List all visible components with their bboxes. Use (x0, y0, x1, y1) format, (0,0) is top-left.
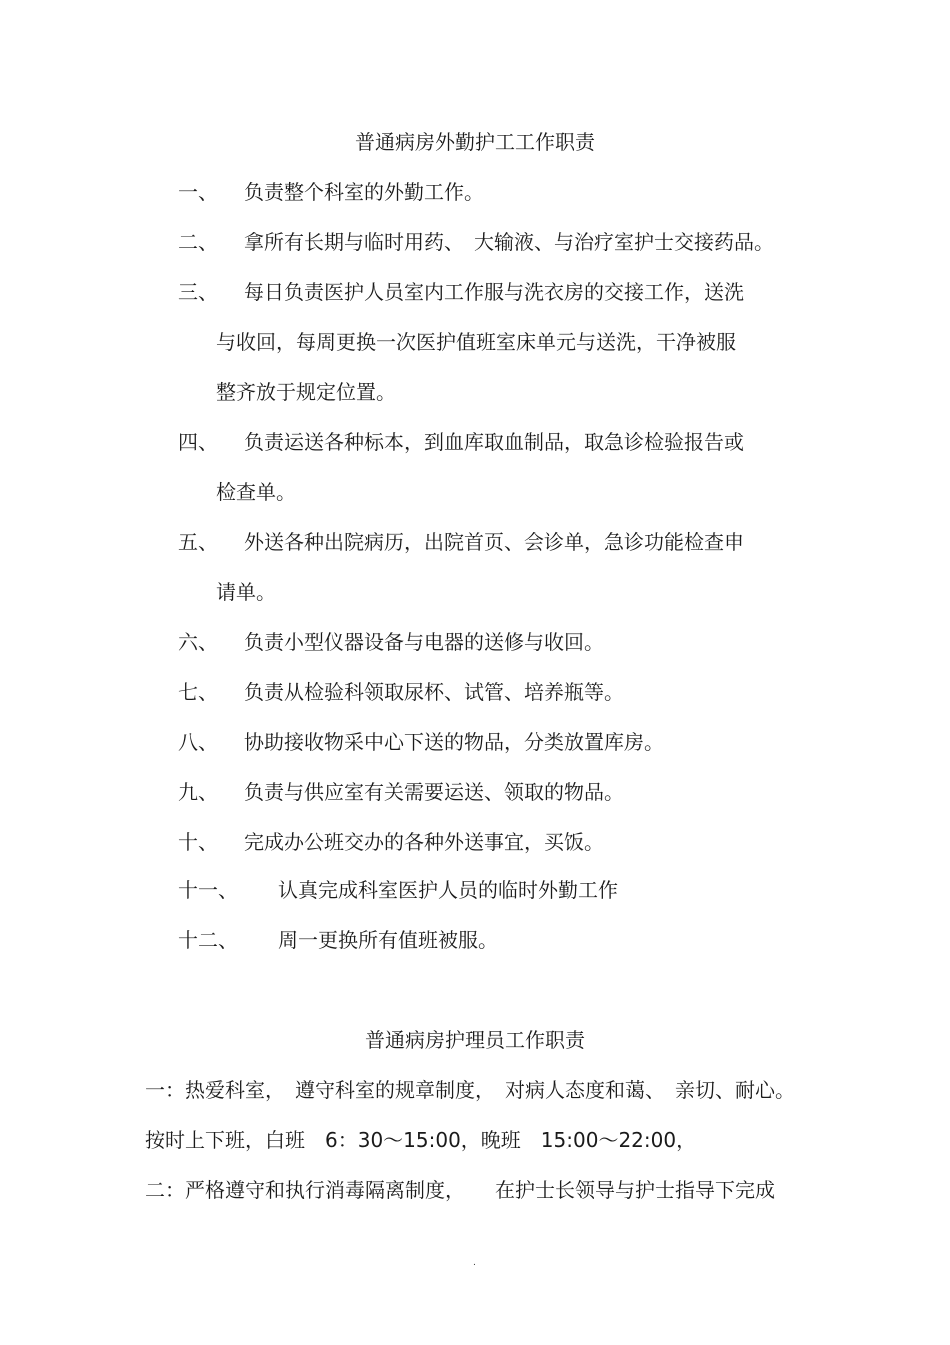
item-number: 二、 (178, 230, 218, 254)
item-text-continued: 与收回，每周更换一次医护值班室床单元与送洗，干净被服 (216, 330, 736, 354)
item-number: 十二、 (178, 928, 238, 952)
item-text: 负责整个科室的外勤工作。 (244, 180, 484, 204)
item-text: 负责运送各种标本，到血库取血制品，取急诊检验报告或 (244, 430, 744, 454)
item-number: 一、 (178, 180, 218, 204)
item-text: 外送各种出院病历，出院首页、会诊单，急诊功能检查申 (244, 530, 744, 554)
item-number: 七、 (178, 680, 218, 704)
paragraph-line: 一：热爱科室， 遵守科室的规章制度， 对病人态度和蔼、 亲切、耐心。 (145, 1078, 795, 1102)
item-text: 完成办公班交办的各种外送事宜，买饭。 (244, 830, 604, 854)
item-text: 拿所有长期与临时用药、 大输液、与治疗室护士交接药品。 (244, 230, 774, 254)
section1-title: 普通病房外勤护工工作职责 (355, 130, 595, 154)
item-text: 负责与供应室有关需要运送、领取的物品。 (244, 780, 624, 804)
paragraph-line: 二：严格遵守和执行消毒隔离制度， 在护士长领导与护士指导下完成 (145, 1178, 775, 1202)
item-text-continued: 检查单。 (216, 480, 296, 504)
item-text: 协助接收物采中心下送的物品，分类放置库房。 (244, 730, 664, 754)
item-number: 八、 (178, 730, 218, 754)
item-text: 每日负责医护人员室内工作服与洗衣房的交接工作，送洗 (244, 280, 744, 304)
item-text-continued: 请单。 (216, 580, 276, 604)
item-text-continued: 整齐放于规定位置。 (216, 380, 396, 404)
item-number: 六、 (178, 630, 218, 654)
item-number: 五、 (178, 530, 218, 554)
item-number: 三、 (178, 280, 218, 304)
item-text: 负责小型仪器设备与电器的送修与收回。 (244, 630, 604, 654)
paragraph-line: 按时上下班，白班 6：30～15:00，晚班 15:00～22:00， (145, 1128, 697, 1152)
item-number: 九、 (178, 780, 218, 804)
item-number: 十一、 (178, 878, 238, 902)
item-number: 十、 (178, 830, 218, 854)
item-text: 认真完成科室医护人员的临时外勤工作 (278, 878, 618, 902)
page-footer-mark: . (473, 1258, 476, 1268)
section2-title: 普通病房护理员工作职责 (365, 1028, 585, 1052)
item-number: 四、 (178, 430, 218, 454)
item-text: 负责从检验科领取尿杯、试管、培养瓶等。 (244, 680, 624, 704)
item-text: 周一更换所有值班被服。 (278, 928, 498, 952)
